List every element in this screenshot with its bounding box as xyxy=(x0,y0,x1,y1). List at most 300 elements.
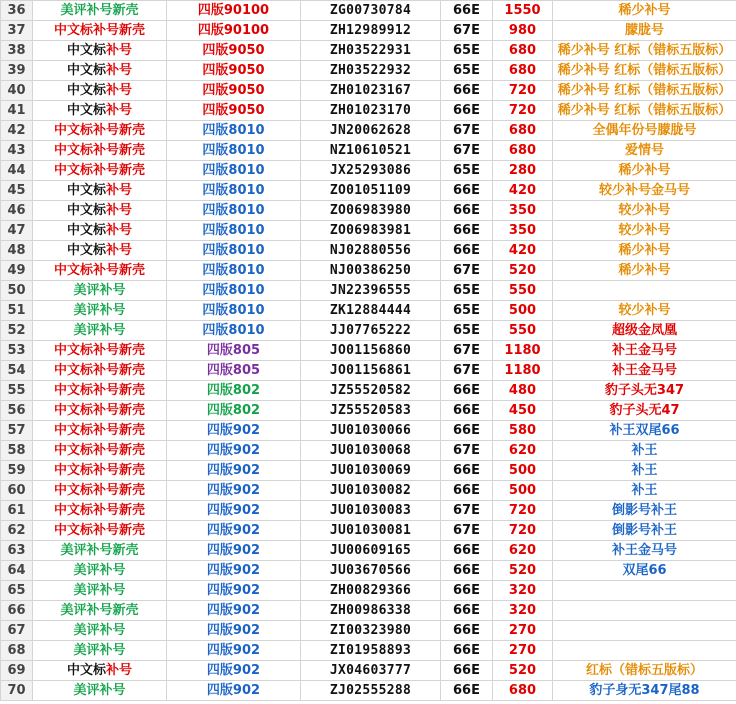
cell-version[interactable]: 四版90100 xyxy=(167,1,301,21)
cell-version[interactable]: 四版9050 xyxy=(167,81,301,101)
cell-prefix[interactable]: 66E xyxy=(441,461,493,481)
cell-price[interactable]: 270 xyxy=(493,621,553,641)
cell-type[interactable] xyxy=(33,81,167,101)
cell-note[interactable]: 豹子头无347 xyxy=(553,381,736,401)
cell-note[interactable]: 稀少补号 xyxy=(553,261,736,281)
table-row xyxy=(1,621,736,641)
cell-type-segment: 美评补号新壳 xyxy=(60,543,139,558)
cell-type-segment: 美评补号 xyxy=(73,683,126,698)
cell-price[interactable]: 550 xyxy=(493,321,553,341)
cell-price[interactable]: 620 xyxy=(493,441,553,461)
row-number[interactable]: 37 xyxy=(1,21,33,41)
cell-type[interactable] xyxy=(33,441,167,461)
cell-type[interactable] xyxy=(33,561,167,581)
cell-serial[interactable]: JZ55520582 xyxy=(301,381,441,401)
cell-version[interactable]: 四版8010 xyxy=(167,281,301,301)
cell-prefix[interactable]: 66E xyxy=(441,201,493,221)
row-number[interactable]: 39 xyxy=(1,61,33,81)
cell-type[interactable] xyxy=(33,21,167,41)
cell-prefix[interactable]: 67E xyxy=(441,341,493,361)
cell-type[interactable] xyxy=(33,121,167,141)
cell-prefix[interactable]: 67E xyxy=(441,121,493,141)
cell-version[interactable]: 四版902 xyxy=(167,481,301,501)
cell-type-segment: 中文标补号新壳 xyxy=(53,343,145,358)
cell-serial[interactable]: ZH01023167 xyxy=(301,81,441,101)
row-number[interactable]: 69 xyxy=(1,661,33,681)
cell-note[interactable]: 补王 xyxy=(553,441,736,461)
cell-version[interactable]: 四版805 xyxy=(167,341,301,361)
cell-note[interactable]: 补王 xyxy=(553,461,736,481)
cell-price[interactable]: 620 xyxy=(493,541,553,561)
cell-type-segment: 中文标补号新壳 xyxy=(53,163,145,178)
cell-serial[interactable]: JJ07765222 xyxy=(301,321,441,341)
cell-type-segment: 中文标 xyxy=(66,43,106,58)
row-number[interactable]: 36 xyxy=(1,1,33,21)
cell-serial[interactable]: JU01030069 xyxy=(301,461,441,481)
cell-serial[interactable]: ZH12989912 xyxy=(301,21,441,41)
cell-serial[interactable]: ZH00986338 xyxy=(301,601,441,621)
cell-version[interactable]: 四版8010 xyxy=(167,221,301,241)
cell-version[interactable]: 四版8010 xyxy=(167,241,301,261)
cell-note[interactable]: 较少补号 xyxy=(553,301,736,321)
cell-serial[interactable]: JU00609165 xyxy=(301,541,441,561)
cell-version[interactable]: 四版8010 xyxy=(167,261,301,281)
cell-type-segment: 中文标 xyxy=(66,663,106,678)
cell-note[interactable]: 补王金马号 xyxy=(553,361,736,381)
cell-serial[interactable]: JU01030068 xyxy=(301,441,441,461)
cell-type-segment: 中文标 xyxy=(66,203,106,218)
cell-prefix[interactable]: 66E xyxy=(441,681,493,701)
cell-serial[interactable]: JZ55520583 xyxy=(301,401,441,421)
cell-version[interactable]: 四版9050 xyxy=(167,61,301,81)
cell-type-segment: 中文标 xyxy=(66,63,106,78)
cell-type[interactable] xyxy=(33,381,167,401)
cell-version[interactable]: 四版902 xyxy=(167,421,301,441)
row-number[interactable]: 47 xyxy=(1,221,33,241)
cell-prefix[interactable]: 67E xyxy=(441,21,493,41)
cell-prefix[interactable]: 67E xyxy=(441,501,493,521)
cell-note[interactable]: 稀少补号 红标（错标五版标） xyxy=(553,81,736,101)
cell-price[interactable]: 680 xyxy=(493,61,553,81)
cell-prefix[interactable]: 66E xyxy=(441,401,493,421)
cell-type[interactable] xyxy=(33,261,167,281)
row-number[interactable]: 70 xyxy=(1,681,33,701)
cell-note[interactable]: 补王双尾66 xyxy=(553,421,736,441)
cell-type[interactable] xyxy=(33,501,167,521)
cell-prefix[interactable]: 67E xyxy=(441,261,493,281)
cell-version[interactable]: 四版902 xyxy=(167,521,301,541)
cell-price[interactable]: 680 xyxy=(493,121,553,141)
cell-serial[interactable]: JO01156861 xyxy=(301,361,441,381)
cell-price[interactable]: 720 xyxy=(493,521,553,541)
spreadsheet-body xyxy=(1,1,736,701)
cell-type-segment: 中文标补号新壳 xyxy=(53,523,145,538)
cell-type-segment: 中文标补号新壳 xyxy=(53,483,145,498)
row-number[interactable]: 45 xyxy=(1,181,33,201)
cell-type[interactable] xyxy=(33,481,167,501)
cell-prefix[interactable]: 66E xyxy=(441,541,493,561)
cell-serial[interactable]: JN22396555 xyxy=(301,281,441,301)
cell-price[interactable]: 720 xyxy=(493,501,553,521)
cell-prefix[interactable]: 67E xyxy=(441,361,493,381)
row-number[interactable]: 59 xyxy=(1,461,33,481)
row-number[interactable]: 54 xyxy=(1,361,33,381)
row-number[interactable]: 43 xyxy=(1,141,33,161)
cell-price[interactable]: 1180 xyxy=(493,361,553,381)
cell-type-segment: 补号 xyxy=(106,663,133,678)
cell-note[interactable]: 倒影号补王 xyxy=(553,501,736,521)
cell-serial[interactable]: ZH03522931 xyxy=(301,41,441,61)
cell-price[interactable]: 500 xyxy=(493,481,553,501)
cell-serial[interactable]: JU01030082 xyxy=(301,481,441,501)
table-row xyxy=(1,401,736,421)
cell-prefix[interactable]: 65E xyxy=(441,301,493,321)
cell-prefix[interactable]: 65E xyxy=(441,41,493,61)
cell-price[interactable]: 720 xyxy=(493,101,553,121)
cell-note[interactable]: 较少补号 xyxy=(553,201,736,221)
cell-type[interactable] xyxy=(33,401,167,421)
cell-note[interactable]: 爱情号 xyxy=(553,141,736,161)
row-number[interactable]: 67 xyxy=(1,621,33,641)
cell-price[interactable]: 420 xyxy=(493,181,553,201)
cell-version[interactable]: 四版902 xyxy=(167,681,301,701)
cell-type[interactable] xyxy=(33,221,167,241)
cell-price[interactable]: 520 xyxy=(493,661,553,681)
table-row xyxy=(1,641,736,661)
cell-price[interactable]: 320 xyxy=(493,601,553,621)
cell-type[interactable] xyxy=(33,201,167,221)
cell-type[interactable] xyxy=(33,541,167,561)
cell-prefix[interactable]: 66E xyxy=(441,241,493,261)
cell-version[interactable]: 四版8010 xyxy=(167,201,301,221)
cell-price[interactable]: 350 xyxy=(493,221,553,241)
cell-serial[interactable]: JU01030081 xyxy=(301,521,441,541)
row-number[interactable]: 53 xyxy=(1,341,33,361)
row-number[interactable]: 40 xyxy=(1,81,33,101)
cell-price[interactable]: 680 xyxy=(493,41,553,61)
row-number[interactable]: 41 xyxy=(1,101,33,121)
cell-note[interactable] xyxy=(553,621,736,641)
cell-prefix[interactable]: 66E xyxy=(441,101,493,121)
cell-serial[interactable]: JX25293086 xyxy=(301,161,441,181)
cell-version[interactable]: 四版902 xyxy=(167,601,301,621)
cell-type-segment: 中文标补号新壳 xyxy=(53,503,145,518)
cell-version[interactable]: 四版902 xyxy=(167,621,301,641)
row-number[interactable]: 56 xyxy=(1,401,33,421)
cell-version[interactable]: 四版8010 xyxy=(167,301,301,321)
cell-version[interactable]: 四版902 xyxy=(167,461,301,481)
cell-type[interactable] xyxy=(33,101,167,121)
cell-note[interactable] xyxy=(553,581,736,601)
table-row xyxy=(1,481,736,501)
cell-note[interactable] xyxy=(553,601,736,621)
cell-prefix[interactable]: 67E xyxy=(441,141,493,161)
cell-note[interactable]: 稀少补号 xyxy=(553,1,736,21)
cell-type-segment: 美评补号 xyxy=(73,303,126,318)
cell-type-segment: 补号 xyxy=(106,43,133,58)
row-number[interactable]: 46 xyxy=(1,201,33,221)
cell-prefix[interactable]: 66E xyxy=(441,581,493,601)
row-number[interactable]: 52 xyxy=(1,321,33,341)
cell-price[interactable]: 1180 xyxy=(493,341,553,361)
cell-type[interactable] xyxy=(33,421,167,441)
cell-version[interactable]: 四版805 xyxy=(167,361,301,381)
table-row xyxy=(1,541,736,561)
cell-note[interactable]: 补王金马号 xyxy=(553,541,736,561)
row-number[interactable]: 64 xyxy=(1,561,33,581)
cell-prefix[interactable]: 66E xyxy=(441,421,493,441)
cell-type-segment: 美评补号 xyxy=(73,563,126,578)
cell-type[interactable] xyxy=(33,581,167,601)
cell-note[interactable]: 补王 xyxy=(553,481,736,501)
cell-version[interactable]: 四版902 xyxy=(167,661,301,681)
cell-type[interactable] xyxy=(33,621,167,641)
cell-type[interactable] xyxy=(33,461,167,481)
cell-type[interactable] xyxy=(33,161,167,181)
cell-serial[interactable]: JN20062628 xyxy=(301,121,441,141)
cell-type[interactable] xyxy=(33,301,167,321)
row-number[interactable]: 68 xyxy=(1,641,33,661)
cell-price[interactable]: 450 xyxy=(493,401,553,421)
cell-prefix[interactable]: 65E xyxy=(441,161,493,181)
table-row xyxy=(1,61,736,81)
cell-price[interactable]: 500 xyxy=(493,301,553,321)
table-row xyxy=(1,241,736,261)
cell-version[interactable]: 四版902 xyxy=(167,581,301,601)
cell-serial[interactable]: ZO06983981 xyxy=(301,221,441,241)
row-number[interactable]: 57 xyxy=(1,421,33,441)
cell-version[interactable]: 四版8010 xyxy=(167,321,301,341)
row-number[interactable]: 38 xyxy=(1,41,33,61)
row-number[interactable]: 66 xyxy=(1,601,33,621)
cell-serial[interactable]: JU01030066 xyxy=(301,421,441,441)
table-row xyxy=(1,101,736,121)
table-row xyxy=(1,21,736,41)
cell-note[interactable] xyxy=(553,281,736,301)
cell-type-segment: 中文标补号新壳 xyxy=(53,143,145,158)
cell-note[interactable]: 全偶年份号朦胧号 xyxy=(553,121,736,141)
cell-version[interactable]: 四版9050 xyxy=(167,101,301,121)
cell-price[interactable]: 580 xyxy=(493,421,553,441)
table-row xyxy=(1,381,736,401)
cell-price[interactable]: 520 xyxy=(493,261,553,281)
cell-version[interactable]: 四版8010 xyxy=(167,121,301,141)
cell-note[interactable]: 较少补号金马号 xyxy=(553,181,736,201)
cell-type[interactable] xyxy=(33,661,167,681)
cell-note[interactable]: 朦胧号 xyxy=(553,21,736,41)
cell-serial[interactable]: ZK12884444 xyxy=(301,301,441,321)
cell-prefix[interactable]: 66E xyxy=(441,1,493,21)
row-number[interactable]: 51 xyxy=(1,301,33,321)
cell-prefix[interactable]: 66E xyxy=(441,661,493,681)
row-number[interactable]: 61 xyxy=(1,501,33,521)
table-row xyxy=(1,361,736,381)
cell-prefix[interactable]: 66E xyxy=(441,381,493,401)
cell-price[interactable]: 980 xyxy=(493,21,553,41)
cell-price[interactable]: 720 xyxy=(493,81,553,101)
cell-serial[interactable]: JU01030083 xyxy=(301,501,441,521)
row-number[interactable]: 65 xyxy=(1,581,33,601)
cell-prefix[interactable]: 65E xyxy=(441,321,493,341)
cell-type[interactable] xyxy=(33,141,167,161)
cell-type[interactable] xyxy=(33,181,167,201)
cell-type-segment: 中文标 xyxy=(66,83,106,98)
cell-version[interactable]: 四版802 xyxy=(167,381,301,401)
cell-price[interactable]: 320 xyxy=(493,581,553,601)
cell-serial[interactable]: ZH03522932 xyxy=(301,61,441,81)
cell-serial[interactable]: JX04603777 xyxy=(301,661,441,681)
cell-type-segment: 中文标 xyxy=(66,243,106,258)
cell-version[interactable]: 四版902 xyxy=(167,501,301,521)
row-number[interactable]: 42 xyxy=(1,121,33,141)
cell-type-segment: 补号 xyxy=(106,223,133,238)
cell-serial[interactable]: NZ10610521 xyxy=(301,141,441,161)
cell-serial[interactable]: ZI01958893 xyxy=(301,641,441,661)
row-number[interactable]: 63 xyxy=(1,541,33,561)
cell-version[interactable]: 四版902 xyxy=(167,641,301,661)
table-row xyxy=(1,681,736,701)
cell-type[interactable] xyxy=(33,601,167,621)
cell-note[interactable]: 双尾66 xyxy=(553,561,736,581)
cell-type-segment: 美评补号 xyxy=(73,583,126,598)
cell-type[interactable] xyxy=(33,681,167,701)
cell-serial[interactable]: JO01156860 xyxy=(301,341,441,361)
cell-type[interactable] xyxy=(33,361,167,381)
cell-type-segment: 中文标补号新壳 xyxy=(53,443,145,458)
cell-price[interactable]: 350 xyxy=(493,201,553,221)
cell-type[interactable] xyxy=(33,241,167,261)
table-row xyxy=(1,81,736,101)
row-number[interactable]: 48 xyxy=(1,241,33,261)
cell-note[interactable]: 豹子头无47 xyxy=(553,401,736,421)
table-row xyxy=(1,561,736,581)
row-number[interactable]: 60 xyxy=(1,481,33,501)
row-number[interactable]: 62 xyxy=(1,521,33,541)
table-row xyxy=(1,1,736,21)
cell-serial[interactable]: ZH01023170 xyxy=(301,101,441,121)
cell-note[interactable]: 补王金马号 xyxy=(553,341,736,361)
cell-type-segment: 美评补号新壳 xyxy=(60,3,139,18)
cell-note[interactable]: 超级金凤凰 xyxy=(553,321,736,341)
cell-serial[interactable]: ZI00323980 xyxy=(301,621,441,641)
cell-note[interactable] xyxy=(553,641,736,661)
cell-note[interactable]: 稀少补号 红标（错标五版标） xyxy=(553,101,736,121)
cell-price[interactable]: 680 xyxy=(493,681,553,701)
cell-version[interactable]: 四版902 xyxy=(167,561,301,581)
cell-version[interactable]: 四版8010 xyxy=(167,161,301,181)
cell-prefix[interactable]: 65E xyxy=(441,61,493,81)
table-row xyxy=(1,421,736,441)
row-number[interactable]: 44 xyxy=(1,161,33,181)
cell-serial[interactable]: ZG00730784 xyxy=(301,1,441,21)
cell-prefix[interactable]: 65E xyxy=(441,281,493,301)
cell-type-segment: 美评补号 xyxy=(73,623,126,638)
cell-type-segment: 补号 xyxy=(106,243,133,258)
cell-type-segment: 中文标补号新壳 xyxy=(53,383,145,398)
table-row xyxy=(1,521,736,541)
cell-prefix[interactable]: 66E xyxy=(441,601,493,621)
row-number[interactable]: 50 xyxy=(1,281,33,301)
cell-type-segment: 中文标补号新壳 xyxy=(53,403,145,418)
cell-prefix[interactable]: 66E xyxy=(441,181,493,201)
cell-note[interactable]: 稀少补号 红标（错标五版标） xyxy=(553,41,736,61)
cell-version[interactable]: 四版902 xyxy=(167,441,301,461)
cell-prefix[interactable]: 66E xyxy=(441,481,493,501)
cell-note[interactable]: 倒影号补王 xyxy=(553,521,736,541)
cell-serial[interactable]: ZH00829366 xyxy=(301,581,441,601)
row-number[interactable]: 49 xyxy=(1,261,33,281)
cell-price[interactable]: 420 xyxy=(493,241,553,261)
cell-type[interactable] xyxy=(33,41,167,61)
cell-note[interactable]: 较少补号 xyxy=(553,221,736,241)
cell-version[interactable]: 四版8010 xyxy=(167,181,301,201)
cell-price[interactable]: 270 xyxy=(493,641,553,661)
cell-serial[interactable]: ZO01051109 xyxy=(301,181,441,201)
cell-serial[interactable]: NJ02880556 xyxy=(301,241,441,261)
table-row xyxy=(1,501,736,521)
cell-type-segment: 补号 xyxy=(106,203,133,218)
cell-price[interactable]: 500 xyxy=(493,461,553,481)
cell-type-segment: 美评补号 xyxy=(73,323,126,338)
cell-type[interactable] xyxy=(33,1,167,21)
cell-type-segment: 美评补号 xyxy=(73,643,126,658)
cell-note[interactable]: 红标（错标五版标） xyxy=(553,661,736,681)
cell-prefix[interactable]: 67E xyxy=(441,441,493,461)
row-number[interactable]: 58 xyxy=(1,441,33,461)
cell-price[interactable]: 550 xyxy=(493,281,553,301)
cell-serial[interactable]: ZJ02555288 xyxy=(301,681,441,701)
cell-prefix[interactable]: 66E xyxy=(441,641,493,661)
cell-type-segment: 中文标补号新壳 xyxy=(53,263,145,278)
cell-serial[interactable]: NJ00386250 xyxy=(301,261,441,281)
cell-serial[interactable]: JU03670566 xyxy=(301,561,441,581)
cell-type[interactable] xyxy=(33,521,167,541)
row-number[interactable]: 55 xyxy=(1,381,33,401)
cell-prefix[interactable]: 66E xyxy=(441,221,493,241)
cell-type[interactable] xyxy=(33,321,167,341)
cell-price[interactable]: 480 xyxy=(493,381,553,401)
cell-prefix[interactable]: 66E xyxy=(441,81,493,101)
cell-type[interactable] xyxy=(33,641,167,661)
cell-prefix[interactable]: 67E xyxy=(441,521,493,541)
cell-version[interactable]: 四版802 xyxy=(167,401,301,421)
cell-price[interactable]: 1550 xyxy=(493,1,553,21)
table-row xyxy=(1,301,736,321)
cell-version[interactable]: 四版90100 xyxy=(167,21,301,41)
cell-price[interactable]: 680 xyxy=(493,141,553,161)
cell-prefix[interactable]: 66E xyxy=(441,561,493,581)
cell-serial[interactable]: ZO06983980 xyxy=(301,201,441,221)
cell-type[interactable] xyxy=(33,341,167,361)
cell-price[interactable]: 280 xyxy=(493,161,553,181)
cell-version[interactable]: 四版9050 xyxy=(167,41,301,61)
cell-note[interactable]: 稀少补号 xyxy=(553,161,736,181)
cell-note[interactable]: 稀少补号 xyxy=(553,241,736,261)
cell-type-segment: 中文标 xyxy=(66,103,106,118)
cell-type-segment: 中文标补号新壳 xyxy=(53,423,145,438)
cell-note[interactable]: 豹子身无347尾88 xyxy=(553,681,736,701)
cell-prefix[interactable]: 66E xyxy=(441,621,493,641)
cell-version[interactable]: 四版8010 xyxy=(167,141,301,161)
cell-type-segment: 中文标补号新壳 xyxy=(53,23,145,38)
cell-price[interactable]: 520 xyxy=(493,561,553,581)
cell-type-segment: 补号 xyxy=(106,83,133,98)
cell-type[interactable] xyxy=(33,281,167,301)
table-row xyxy=(1,201,736,221)
cell-version[interactable]: 四版902 xyxy=(167,541,301,561)
cell-type[interactable] xyxy=(33,61,167,81)
cell-note[interactable]: 稀少补号 红标（错标五版标） xyxy=(553,61,736,81)
